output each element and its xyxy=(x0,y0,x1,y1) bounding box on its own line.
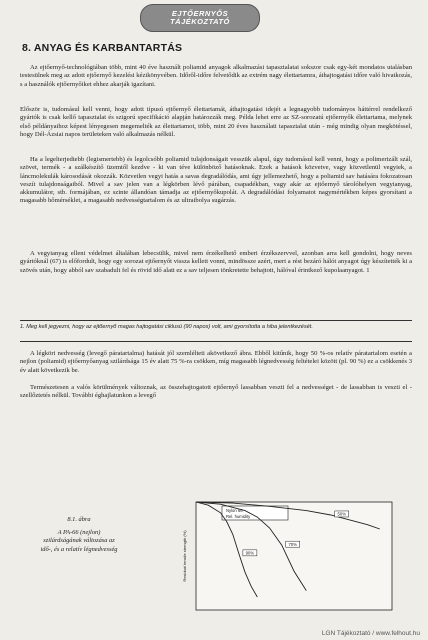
figure-caption xyxy=(38,516,120,554)
series-label-90pct: 90% xyxy=(245,550,255,556)
paragraph-5: A légköri nedvesség (levegő páratartalma) hatását jól szemlélteti akövetkező ábra. Ebből kitűnik, hogy 50 %-os relatív páratartalom esetén a nejlon (poliamid) ejtőernyőanyag szilárdsága 15 év alatt 75 %-ra csökken, míg magasabb légnedvesség feltételei között (pl. 90 %) ez a csökkenés 3 év alatt következik be. xyxy=(20,350,412,374)
paragraph-2: Először is, tudomásul kell venni, hogy adott típusú ejtőernyő élettartamát, áthajtogatási idejét a legnagyobb tudományos háttérrel rendelkező gyártók is csak kellő tapasztalat és szigorú specifikáció alapján határozzák meg. Példa lehet erre az SZ-sorozatú ejtőernyők élettartama, melynek első példányaihoz képest lényegesen megemelték az élettartamot, több, mint 20 éves használati tapasztalat után - még mindig olyan megkötéssel, hogy Dél-Ázsiai napos területeken való alkalmazás nélkül. xyxy=(20,106,412,138)
footnote-divider xyxy=(20,320,412,321)
badge-line-1: EJTŐERNYŐS xyxy=(171,8,229,18)
paragraph-3: Ha a legelterjedtebb (legismertebb) és legolcsóbb poliamid tulajdonságait vesszük alapul, úgy tudomásul kell venni, hogy a polimerizált szál, szövet, termék - a szálkészítő üzemtől kezdve - ki van téve különböző hatásoknak. Ezek a hatások közvetve, vagy közvetlenül vegyiek, a láncmolekulák károsodását okozzák. Közvetlen vegyi hatás a savas degradálódás, ami úgy jellemezhető, hogy a poliamid sav hatására fokozatosan veszít tulajdonságaiból. Mivel a sav jelen van a légkörben lévő párában, csapadékban, vagy akár az ejtőernyő tárolóhelyen vegyianyag, akkumulátor, stb. formájában, ez szinte állandóan támadja az ejtőernyőkupolát. A degradálódási folyamatot nagymértékben képes gyorsítani a magasabb hőmérséklet, a magasabb nedvességtartalom és az ultraibolya sugárzás. xyxy=(20,156,412,205)
y-axis-label: Residual tensile strength (%) xyxy=(182,530,187,582)
strength-chart xyxy=(156,494,402,618)
legend-entry-1: Rel. humidity xyxy=(226,514,251,519)
series-label-50pct: 50% xyxy=(337,511,346,517)
series-label-70pct: 70% xyxy=(288,541,297,547)
footnote-divider-bottom xyxy=(20,341,412,342)
paragraph-1: Az ejtőernyő-technológiában több, mint 40 éve használt poliamid anyagok alkalmazási tapasztalatai sokszor csak egy-két mondatos utalásban testesülnek meg az adott ejtőernyő kezelési kézikönyvében. Időről-időre felvetődik az extrém nagy élettartamra, áthajtogatási időre való hivatkozás, s a használók ejtőernyőiket ehhez akarják igazítani. xyxy=(20,64,412,88)
paragraph-4: A vegyianyag elleni védelmet általában lebecsülik, mivel nem érzékelhető emberi érzékszervvel, azonban arra kell gondolni, hogy neves gyártóknál (67) is előfordult, hogy egy sorozat ejtőernyőt vissza kellett vonni, mindössze azért, mert a rést bezáró hálót anyagot úgy készítették ki a szövés után, hogy abból sav szabadult fel és rövid idő alatt ez a sav teljesen tönkretette behajtott, hálóval érintkező kupolaanyagot. 1 xyxy=(20,250,412,274)
badge-line-2: TÁJÉKOZTATÓ xyxy=(170,17,230,26)
legend-entry-0: Nylon 66 xyxy=(226,508,243,513)
footnote: 1. Meg kell jegyezni, hogy az ejtőernyő magas hajtogatási ciklusú (90 napos) volt, ami gyorsította a hiba jelentkezését. xyxy=(20,324,313,330)
strength-chart-svg xyxy=(156,494,402,618)
footer-source: LGN Tájékoztató / www.felhout.hu xyxy=(321,630,420,637)
publication-badge xyxy=(140,4,260,32)
paragraph-6: Természetesen a valós körülmények változnak, az összehajtogatott ejtőernyő lassabban veszti fel a nedvességet - de lassabban is veszti el - szellőztetés nélkül. További éghajlatunkon a levegő xyxy=(20,384,412,400)
figure-number: 8.1. ábra xyxy=(67,516,91,523)
figure-caption-text: A PA-66 (nejlon) szilárdságának változása az idő-, és a relatív légnedvesség xyxy=(40,528,118,553)
section-title: 8. ANYAG ÉS KARBANTARTÁS xyxy=(22,42,183,54)
